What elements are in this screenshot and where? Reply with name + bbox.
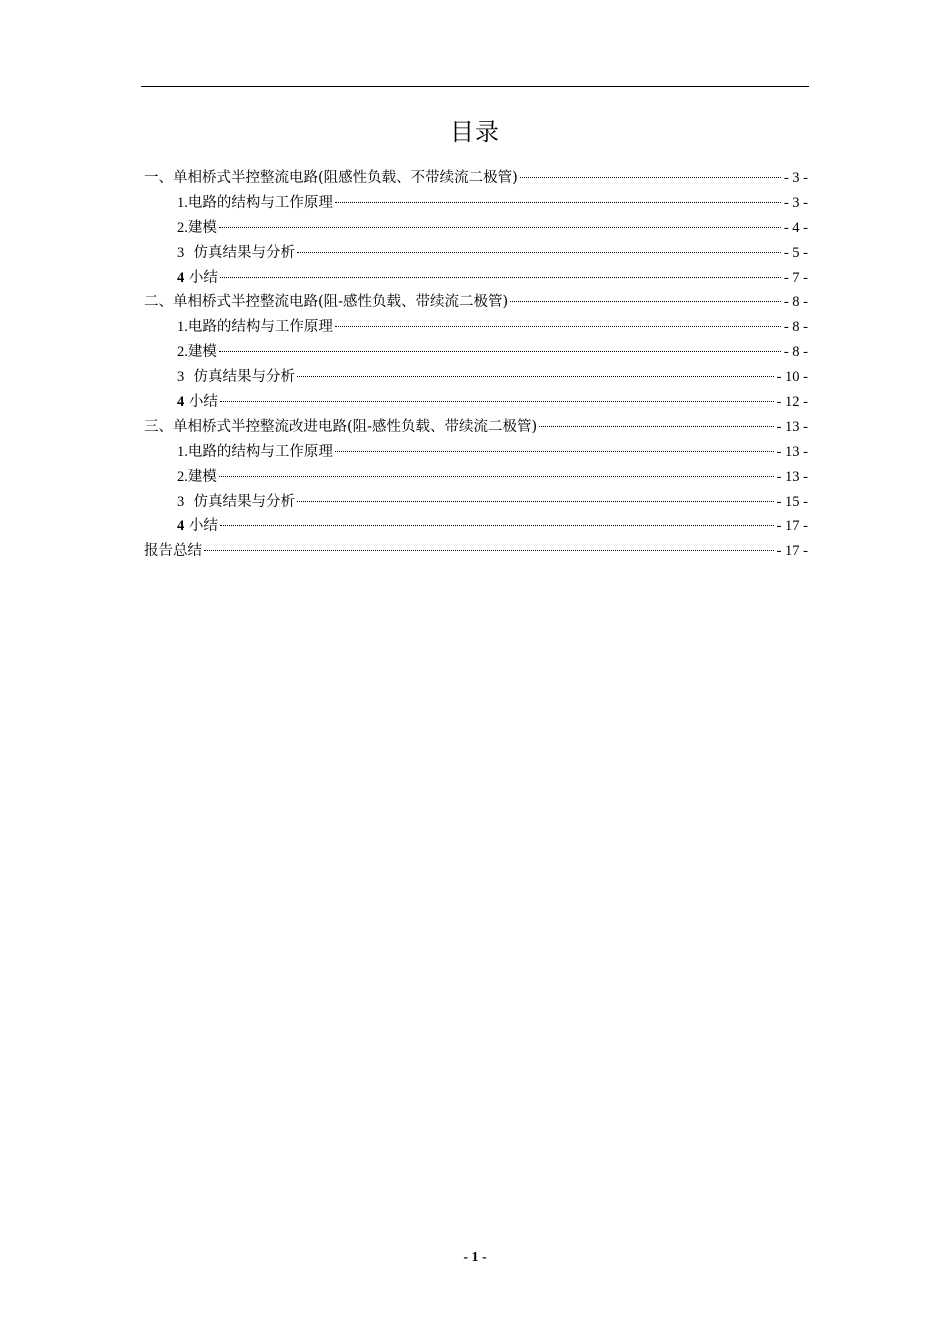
toc-entry-3-4[interactable] xyxy=(144,514,808,539)
toc-entry-text: 建模 xyxy=(187,468,217,485)
toc-page-number: - 5 - xyxy=(783,244,808,261)
dot-leader xyxy=(335,451,774,452)
toc-page-number: - 10 - xyxy=(776,369,808,386)
toc-entry-label: 报告总结 xyxy=(144,543,202,560)
toc-entry-2-3[interactable] xyxy=(144,365,808,390)
toc-page-number: - 12 - xyxy=(776,394,808,411)
toc-entry-label: 一、单相桥式半控整流电路(阻感性负载、不带续流二极管) xyxy=(144,170,518,186)
dot-leader xyxy=(297,376,774,377)
dot-leader xyxy=(220,401,774,402)
dot-leader xyxy=(219,351,781,352)
toc-page-number: - 4 - xyxy=(783,219,808,236)
toc-entry-label: 二、单相桥式半控整流电路(阻-感性负载、带续流二极管) xyxy=(144,294,509,311)
toc-entry-number: 3 xyxy=(177,244,185,261)
toc-entry-label xyxy=(177,390,218,415)
toc-page-number: - 13 - xyxy=(776,443,808,460)
toc-page-number: - 3 - xyxy=(783,194,808,211)
toc-entry-number: 2. xyxy=(177,468,188,485)
dot-leader xyxy=(539,426,773,427)
dot-leader xyxy=(335,326,781,327)
toc-entry-text: 电路的结构与工作原理 xyxy=(187,319,333,336)
toc-entry-2-1[interactable] xyxy=(144,315,808,340)
toc-entry-2-2[interactable] xyxy=(144,340,808,365)
toc-entry-report-summary[interactable] xyxy=(144,539,808,564)
dot-leader xyxy=(219,227,781,228)
toc-entry-number: 2. xyxy=(177,344,188,361)
toc-entry-number: 1. xyxy=(177,194,188,211)
toc-entry-2-4[interactable] xyxy=(144,390,808,415)
toc-entry-text: 建模 xyxy=(187,344,217,361)
toc-entry-label: 三、单相桥式半控整流改进电路(阻-感性负载、带续流二极管) xyxy=(144,418,538,435)
toc-entry-text: 小结 xyxy=(188,394,218,411)
toc-entry-3-3[interactable] xyxy=(144,490,808,515)
toc-entry-number: 1. xyxy=(177,443,188,460)
toc-page-number: - 17 - xyxy=(776,543,808,560)
toc-entry-number: 3 xyxy=(177,369,185,386)
toc-entry-number: 1. xyxy=(177,319,188,336)
toc-entry-label xyxy=(177,514,218,539)
toc-entry-text: 电路的结构与工作原理 xyxy=(187,194,333,211)
toc-entry-3-2[interactable] xyxy=(144,465,808,490)
toc-page-number: - 7 - xyxy=(783,269,808,286)
toc-entry-number: 4 xyxy=(177,394,185,411)
toc-entry-label xyxy=(177,340,217,365)
toc-entry-label xyxy=(177,241,295,266)
toc-entry-number: 4 xyxy=(177,518,185,535)
toc-page-number: - 17 - xyxy=(776,518,808,535)
toc-entry-text: 小结 xyxy=(188,518,218,535)
dot-leader xyxy=(204,550,774,551)
toc-entry-label xyxy=(177,315,333,340)
dot-leader xyxy=(510,301,781,302)
toc-page-number: - 13 - xyxy=(776,418,808,435)
dot-leader xyxy=(220,525,774,526)
toc-entry-3-1[interactable] xyxy=(144,440,808,465)
dot-leader xyxy=(335,202,781,203)
toc-entry-label xyxy=(177,490,295,515)
footer-page-number: - 1 - xyxy=(463,1250,487,1265)
toc-entry-text: 仿真结果与分析 xyxy=(193,244,295,261)
dot-leader xyxy=(297,252,781,253)
toc-entry-section-1[interactable] xyxy=(144,166,808,191)
toc-page-number: - 8 - xyxy=(783,344,808,361)
header-rule xyxy=(141,86,809,87)
toc-entry-number: 3 xyxy=(177,493,185,510)
toc-entry-1-1[interactable] xyxy=(144,191,808,216)
toc-entry-number: 2. xyxy=(177,219,188,236)
toc-entry-label xyxy=(177,216,217,241)
toc-page-number: - 13 - xyxy=(776,468,808,485)
toc-entry-label xyxy=(177,266,218,291)
toc-entry-text: 仿真结果与分析 xyxy=(193,369,295,386)
toc-page-number: - 8 - xyxy=(783,294,808,311)
toc-page-number: - 3 - xyxy=(783,170,808,186)
dot-leader xyxy=(220,277,781,278)
toc-entry-number: 4 xyxy=(177,269,185,286)
toc-page-number: - 15 - xyxy=(776,493,808,510)
dot-leader xyxy=(219,476,774,477)
toc-title: 目录 xyxy=(450,118,500,146)
toc-entry-1-3[interactable] xyxy=(144,241,808,266)
toc-entry-text: 建模 xyxy=(187,219,217,236)
toc-entry-1-2[interactable] xyxy=(144,216,808,241)
toc-entry-1-4[interactable] xyxy=(144,266,808,291)
toc-entry-label xyxy=(177,365,295,390)
toc-entry-text: 小结 xyxy=(188,269,218,286)
toc-entry-label xyxy=(177,191,333,216)
table-of-contents xyxy=(144,166,808,564)
dot-leader xyxy=(520,177,781,178)
toc-entry-section-2[interactable] xyxy=(144,290,808,315)
toc-entry-label xyxy=(177,440,333,465)
toc-page-number: - 8 - xyxy=(783,319,808,336)
dot-leader xyxy=(297,501,774,502)
toc-entry-section-3[interactable] xyxy=(144,415,808,440)
toc-entry-label xyxy=(177,465,217,490)
toc-entry-text: 电路的结构与工作原理 xyxy=(187,443,333,460)
toc-entry-text: 仿真结果与分析 xyxy=(193,493,295,510)
